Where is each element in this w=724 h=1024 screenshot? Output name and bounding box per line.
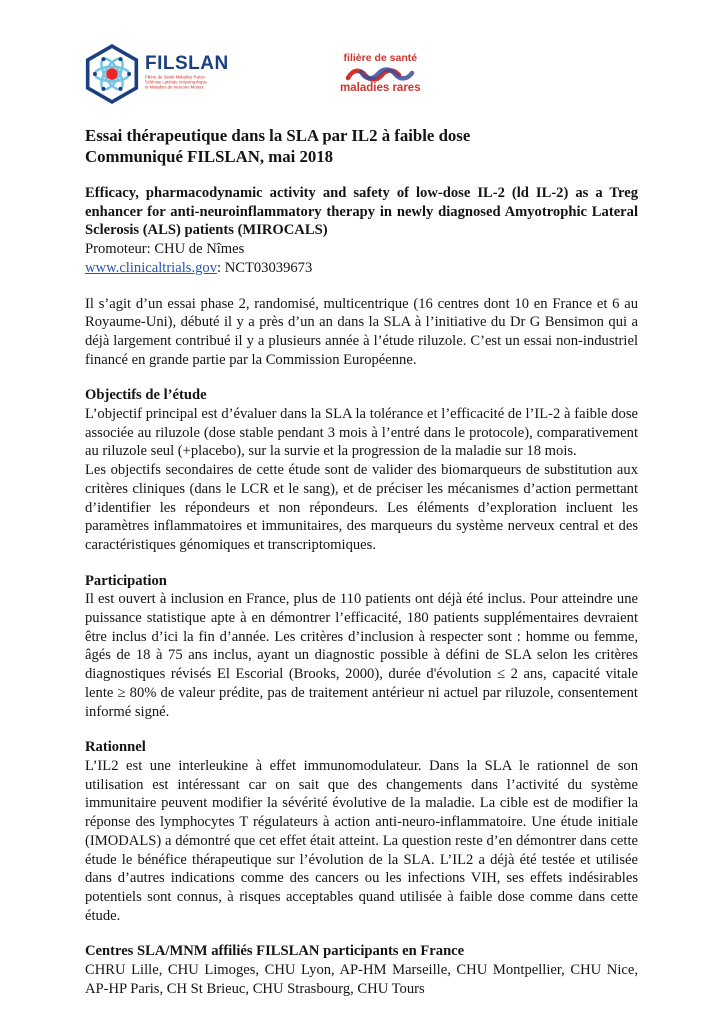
filslan-tagline-line2: Sclérose Latérale Amyotrophique	[145, 80, 207, 85]
section-heading: Objectifs de l’étude	[85, 387, 207, 404]
section-paragraph: CHRU Lille, CHU Limoges, CHU Lyon, AP-HM Marseille, CHU Montpellier, CHU Nice, AP-HP Paris, CH St Brieuc, CHU Strasbourg, CHU Tours	[85, 962, 638, 997]
section-rationnel	[85, 738, 638, 925]
document-title-line1: Essai thérapeutique dans la SLA par IL2 à faible dose	[85, 126, 471, 145]
fsmr-logo-line2: maladies rares	[340, 81, 421, 94]
section-objectifs	[85, 386, 638, 554]
section-heading: Centres SLA/MNM affiliés FILSLAN participants en France	[85, 943, 465, 960]
document-title-line2: Communiqué FILSLAN, mai 2018	[85, 147, 334, 166]
rare-disease-chain-icon	[345, 66, 415, 83]
section-centres	[85, 942, 638, 998]
section-paragraph: L’IL2 est une interleukine à effet immunomodulateur. Dans la SLA le rationnel de son utilisation est intéressant car on sait que des changements dans l’activité du système immunitaire peuvent modifier la sévérité évolutive de la maladie. La cible est de modifier la réponse des lymphocytes T régulateurs à action anti-neuro-inflammatoire. Une étude initiale (IMODALS) a démontré que cet effet était atteint. La question reste d’en démontrer dans cette étude le bénéfice thérapeutique sur l’évolution de la SLA. L’IL2 a déjà été testée et utilisée dans d’autres indications comme des cancers ou les infections VIH, ses effets indésirables potentiels sont connus, à risques acceptables quand utilisée à faible dose comme dans cette étude.	[85, 757, 638, 924]
filslan-tagline	[145, 75, 292, 92]
fsmr-logo-line1: filière de santé	[343, 52, 418, 64]
filslan-logo	[85, 44, 292, 104]
intro-paragraph: Il s’agit d’un essai phase 2, randomisé, multicentrique (16 centres dont 10 en France et 6 au Royaume-Uni), débuté il y a près d’un an dans la SLA à l’initiative du Dr G Bensimon qui a déjà largement contribué il y a plusieurs année à l’étude riluzole. C’est un essai non-industriel financé en grande partie par la Commission Européenne.	[85, 295, 638, 368]
filslan-tagline-line1: Filière de Santé Maladies Rares	[145, 75, 205, 80]
clinicaltrials-link[interactable]: www.clinicaltrials.gov	[85, 259, 217, 276]
filiere-sante-maladies-rares-logo	[328, 53, 432, 94]
section-heading: Rationnel	[85, 739, 146, 756]
study-english-title: Efficacy, pharmacodynamic activity and safety of low-dose IL-2 (ld IL-2) as a Treg enhancer for anti-neuroinflammatory therapy in newly diagnosed Amyotrophic Lateral Sclerosis (ALS) patients (MIROCALS)	[85, 185, 638, 239]
filslan-tagline-line3: et Maladies du Neurone Moteur	[145, 85, 204, 90]
filslan-logo-text	[145, 44, 292, 104]
document-title	[85, 125, 638, 167]
study-promoter: Promoteur: CHU de Nîmes	[85, 241, 245, 258]
section-paragraph: Il est ouvert à inclusion en France, plus de 110 patients ont déjà été inclus. Pour atteindre une puissance statistique apte à en démontrer l’efficacité, 180 patients supplémentaires devraient être inclus d’ici la fin d’année. Les critères d’inclusion à respecter sont : homme ou femme, âgés de 18 à 75 ans inclus, ayant un diagnostic possible à défini de SLA selon les critères diagnostiques révisés El Escorial (Brooks, 2000), durée d'évolution ≤ 2 ans, capacité vitale lente ≥ 80% de valeur prédite, pas de traitement antérieur ni actuel par riluzole, consentement informé signé.	[85, 591, 638, 720]
section-participation	[85, 572, 638, 722]
intro-block	[85, 295, 638, 370]
study-registry-line	[85, 259, 638, 278]
document-header	[85, 44, 638, 110]
study-info-block	[85, 184, 638, 278]
section-heading: Participation	[85, 572, 167, 589]
registry-id: : NCT03039673	[217, 259, 313, 276]
filslan-hexagon-atom-icon	[85, 44, 139, 104]
filslan-wordmark: FILSLAN	[145, 53, 229, 74]
section-paragraph: L’objectif principal est d’évaluer dans la SLA la tolérance et l’efficacité de l’IL-2 à faible dose associée au riluzole (dose stable pendant 3 mois à l’entré dans le protocole), comparativement au riluzole seul (+placebo), sur la survie et la progression de la maladie sur 18 mois.	[85, 406, 638, 460]
section-paragraph: Les objectifs secondaires de cette étude sont de valider des biomarqueurs de substitution aux critères cliniques (dans le LCR et le sang), et de préciser les mécanismes d’action permettant d’identifier les répondeurs et non répondeurs. Les éléments d’exploration incluent les paramètres inflammatoires et immunitaires, des marqueurs du système nerveux central et des caractéristiques génomiques et transcriptomiques.	[85, 462, 638, 553]
